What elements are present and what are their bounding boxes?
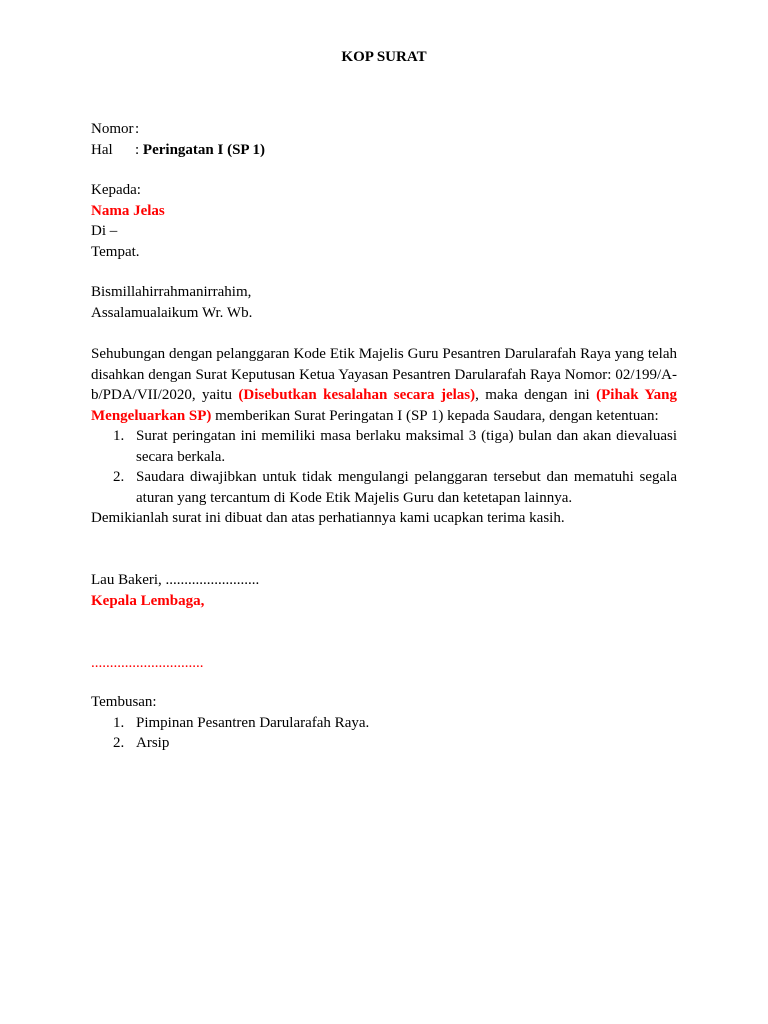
list-text: Saudara diwajibkan untuk tidak mengulangi pelanggaran tersebut dan mematuhi segala aturan yang tercantum di Kode Etik Majelis Guru dan ketetapan lainnya. [136, 469, 677, 506]
letter-meta [91, 119, 677, 160]
body-paragraph [91, 344, 677, 426]
nomor-row [91, 119, 677, 140]
body-text-3: memberikan Surat Peringatan I (SP 1) kepada Saudara, dengan ketentuan: [211, 407, 659, 424]
issuer-placeholder: (Pihak Yang Mengeluarkan SP) [91, 387, 678, 424]
basmalah: Bismillahirrahmanirrahim, [91, 284, 252, 300]
body-block [91, 344, 677, 529]
hal-colon: : [135, 141, 143, 158]
list-item [91, 713, 677, 734]
recipient-name: Nama Jelas [91, 202, 165, 219]
list-item [91, 733, 677, 754]
recipient-tempat: Tempat. [91, 243, 140, 260]
closing-sentence: Demikianlah surat ini dibuat dan atas perhatiannya kami ucapkan terima kasih. [91, 510, 565, 526]
list-number: 1. [113, 428, 125, 444]
place-date: Lau Bakeri, ......................... [91, 572, 260, 588]
nomor-colon: : [135, 121, 140, 137]
list-number: 2. [113, 469, 125, 485]
body-text-2: , maka dengan ini [475, 387, 597, 403]
letterhead-title: KOP SURAT [341, 49, 427, 65]
recipient-di: Di – [91, 223, 118, 239]
cc-block [91, 692, 677, 754]
hal-row [91, 140, 677, 161]
list-item [91, 426, 677, 467]
signer-position: Kepala Lembaga, [91, 592, 205, 609]
cc-list [91, 713, 677, 754]
signature-block [91, 570, 677, 611]
list-number: 1. [113, 714, 125, 731]
nomor-label: Nomor [91, 121, 134, 137]
list-text: Surat peringatan ini memiliki masa berlaku maksimal 3 (tiga) bulan dan akan dievaluasi secara berkala. [136, 428, 677, 465]
signer-name-placeholder: .............................. [91, 655, 204, 671]
kepada-label: Kepada: [91, 182, 141, 198]
list-number: 2. [113, 735, 125, 751]
hal-value: Peringatan I (SP 1) [142, 141, 266, 158]
conditions-list [91, 426, 677, 508]
hal-label: Hal [91, 141, 113, 158]
recipient-block [91, 180, 677, 262]
body-text-1: Sehubungan dengan pelanggaran Kode Etik Majelis Guru Pesantren Darularafah Raya yang telah disahkan dengan Surat Keputusan Ketua Yayasan Pesantren Darularafah Raya Nomor: 02/199/A-b/PDA/VII/2020, yaitu [91, 346, 677, 403]
list-text: Arsip [136, 735, 170, 751]
violation-placeholder: (Disebutkan kesalahan secara jelas) [238, 387, 476, 403]
salam: Assalamualaikum Wr. Wb. [91, 304, 253, 321]
list-item [91, 467, 677, 508]
list-text: Pimpinan Pesantren Darularafah Raya. [136, 714, 370, 731]
greeting-block [91, 282, 677, 323]
cc-label: Tembusan: [91, 694, 157, 710]
